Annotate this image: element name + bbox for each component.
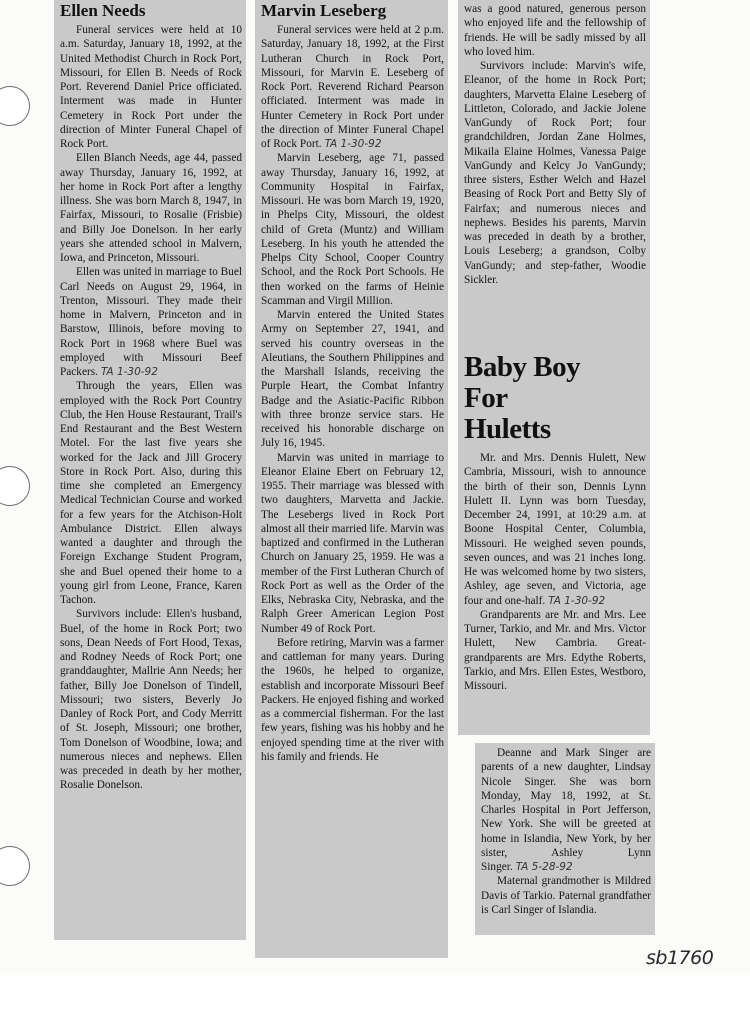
ellen-paragraph-services: Funeral services were held at 10 a.m. Saturday, January 18, 1992, at the United Methodist Church in Rock Port, Missouri, for Ellen B. Needs of Rock Port. Reverend Daniel Price officiated. Interment was made in Hunter Cemetery in Rock Port under the direction of Minter Funeral Chapel of Rock Port. (60, 24, 242, 150)
singer-birth-clipping (475, 743, 655, 935)
ellen-marriage-text: Ellen was united in marriage to Buel Carl Needs on August 29, 1964, in Trenton, Missouri. They made their home in Malvern, Princeton and in Barstow, Illinois, before moving to Rock Port in 1968 where Buel was employed with Missouri Beef Packers. (60, 266, 242, 378)
ellen-needs-headline: Ellen Needs (60, 1, 146, 20)
hulett-paragraph-announcement (464, 451, 646, 608)
ellen-paragraph-survivors: Survivors include: Ellen's husband, Buel, of the home in Rock Port; two sons, Dean Needs of Fort Hood, Texas, and Rodney Needs of Rock Port; one granddaughter, Mallrie Ann Needs; her father, Billy Joe Donelson of Tindell, Missouri; two sisters, Beverly Jo Danley of Rock Port, and Cody Merritt of St. Joseph, Missouri; one brother, Tom Donelson of Woodbine, Iowa; and numerous nieces and nephews. Ellen was preceded in death by her mother, Rosalie Donelson. (60, 608, 242, 792)
hulett-handwritten-date: TA 1-30-92 (548, 594, 606, 607)
punch-hole-middle (0, 466, 30, 506)
ellen-needs-body (54, 23, 246, 793)
hulett-headline-line-1: Baby Boy (464, 351, 581, 383)
marvin-continuation-body (458, 0, 650, 287)
hulett-body (458, 451, 650, 693)
singer-paragraph-grandparents: Maternal grandmother is Mildred Davis of Tarkio. Paternal grandfather is Carl Singer of Islandia. (481, 875, 651, 916)
singer-handwritten-date: TA 5-28-92 (515, 861, 573, 873)
handwritten-archive-id: sb1760 (646, 947, 714, 969)
marvin-paragraph-career: Before retiring, Marvin was a farmer and cattleman for many years. During the 1960s, he helped to organize, establish and incorporate Missouri Beef Packers. He enjoyed fishing and worked as a commercial fisherman. For the last few years, fishing was his hobby and he enjoyed spending time at the river with his family and friends. He (261, 636, 444, 763)
marvin-services-text: Funeral services were held at 2 p.m. Saturday, January 18, 1992, at the First Lutheran Church in Rock Port, Missouri, for Marvin E. Leseberg of Rock Port. Reverend Richard Pearson officiated. Interment was made in Hunter Cemetery in Rock Port under the direction of Minter Funeral Chapel of Rock Port. (261, 24, 444, 150)
marvin-paragraph-character: was a good natured, generous person who enjoyed life and the fellowship of friends. He will be sadly missed by all who loved him. (464, 3, 646, 58)
ellen-paragraph-biography: Ellen Blanch Needs, age 44, passed away Thursday, January 16, 1992, at her home in Rock Port after a lengthy illness. She was born March 8, 1947, in Fairfax, Missouri, to Rosalie (Frisbie) and Billy Joe Donelson. In her early years she attended school in Malvern, Iowa, and Princeton, Missouri. (60, 152, 242, 264)
scanner-margin (0, 975, 750, 1033)
hulett-headline (458, 350, 650, 451)
marvin-paragraph-biography: Marvin Leseberg, age 71, passed away Thursday, January 16, 1992, at Community Hospital in Fairfax, Missouri. He was born March 19, 1920, in Phelps City, Missouri, the oldest child of Greta (Muntz) and William Leseberg. In his youth he attended the Phelps City School, Cooper Country School, and the Rock Port Schools. He then worked on the farms of Heinie Scamman and Virgil Million. (261, 152, 444, 307)
ellen-paragraph-employment: Through the years, Ellen was employed with the Rock Port Country Club, the Hen House Restaurant, Trail's End Restaurant and the Best Western Motel. For the last five years she worked for the Jack and Jill Grocery Store in Rock Port. Also, during this time she completed an Emergency Medical Technician Course and worked for a few years for the Atchison-Holt Ambulance District. Ellen always wanted a daughter and through the Foreign Exchange Student Program, she and Buel opened their home to a young girl from Leone, France, Karen Tachon. (60, 380, 242, 606)
hulett-birth-clipping (458, 350, 650, 735)
singer-announcement-text: Deanne and Mark Singer are parents of a new daughter, Lindsay Nicole Singer. She was born Monday, May 18, 1992, at St. Charles Hospital in Port Jefferson, New York. She will be greeted at home in Islandia, New York, by her sister, Ashley Lynn Singer. (481, 747, 651, 873)
ellen-needs-clipping (54, 0, 246, 940)
marvin-leseberg-body (255, 23, 448, 764)
ellen-paragraph-marriage (60, 265, 242, 379)
hulett-paragraph-grandparents: Grandparents are Mr. and Mrs. Lee Turner, Tarkio, and Mr. and Mrs. Victor Hulett, New Cambria. Great-grandparents are Mrs. Edythe Roberts, Tarkio, and Mrs. Ellen Estes, Westboro, Missouri. (464, 608, 646, 692)
singer-body (475, 743, 655, 917)
singer-paragraph-announcement (481, 746, 651, 874)
marvin-paragraph-marriage: Marvin was united in marriage to Eleanor Elaine Ebert on February 12, 1955. Their marriage was blessed with two daughters, Marvetta and Jackie. The Lesebergs lived in Rock Port almost all their married life. Marvin was baptized and confirmed in the Lutheran Church on January 25, 1959. He was a member of the First Lutheran Church of Rock Port as well as the Order of the Elks, Nebraska City, Nebraska, and the Ralph Greer American Legion Post Number 49 of Rock Port. (261, 451, 444, 635)
ellen-handwritten-date: TA 1-30-92 (100, 366, 158, 378)
marvin-paragraph-military: Marvin entered the United States Army on September 27, 1941, and served his country overseas in the Aleutians, the Southern Philippines and the Marshall Islands, receiving the Purple Heart, the Combat Infantry Badge and the Asiatic-Pacific Ribbon with three bronze service stars. He received his honorable discharge on July 16, 1945. (261, 309, 444, 450)
hulett-headline-line-2: For (464, 382, 508, 414)
punch-hole-bottom (0, 846, 30, 886)
marvin-continuation-clipping (458, 0, 650, 350)
marvin-handwritten-date: TA 1-30-92 (324, 138, 382, 150)
hulett-headline-line-3: Huletts (464, 413, 551, 445)
marvin-paragraph-services (261, 23, 444, 151)
punch-hole-top (0, 86, 30, 126)
marvin-paragraph-survivors: Survivors include: Marvin's wife, Eleanor, of the home in Rock Port; daughters, Marvetta Elaine Leseberg of Littleton, Colorado, and Jackie Jolene VanGundy of Rock Port; four grandchildren, Jordan Zane Holmes, Mikaila Elaine Holmes, Vanessa Paige VanGundy and Kelcy Jo VanGundy; three sisters, Esther Welch and Hazel Beasing of Rock Port and Betty Sly of Fairfax; and numerous nieces and nephews. Besides his parents, Marvin was preceded in death by a brother, Louis Leseberg; a grandson, Colby VanGundy; and step-father, Woodie Sickler. (464, 60, 646, 286)
hulett-announcement-text: Mr. and Mrs. Dennis Hulett, New Cambria, Missouri, wish to announce the birth of their son, Dennis Lynn Hulett II. Lynn was born Tuesday, December 24, 1991, at 10:29 a.m. at Boone Hospital Center, Columbia, Missouri. He weighed seven pounds, seven ounces, and was 21 inches long. He was welcomed home by two sisters, Ashley, age seven, and Victoria, age four and one-half. (464, 452, 646, 607)
marvin-leseberg-headline: Marvin Leseberg (261, 1, 387, 20)
marvin-leseberg-clipping (255, 0, 448, 958)
